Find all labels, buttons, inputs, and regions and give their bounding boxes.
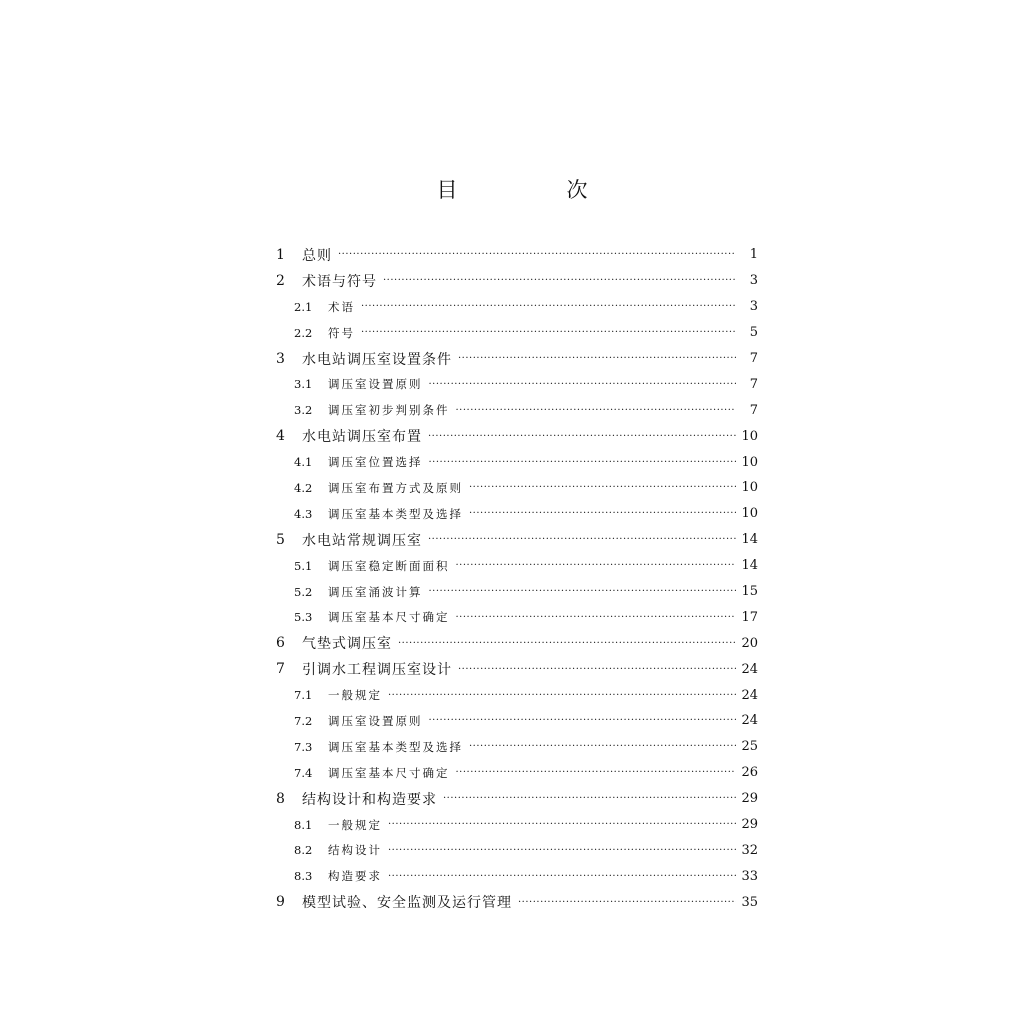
toc-page: 10	[741, 454, 758, 470]
toc-number: 3.1	[294, 377, 313, 392]
toc-page: 32	[741, 842, 758, 858]
toc-entry[interactable]	[276, 397, 758, 423]
toc-label: 一般规定	[328, 817, 382, 832]
toc-label: 调压室设置原则	[328, 713, 423, 728]
toc-number: 8.1	[294, 817, 313, 832]
toc-entry[interactable]	[276, 630, 758, 656]
toc-entry[interactable]	[276, 708, 758, 734]
toc-page: 10	[741, 428, 758, 444]
toc-page: 17	[741, 609, 758, 625]
toc-number: 3	[276, 350, 285, 367]
toc-label: 调压室设置原则	[328, 377, 423, 392]
dot-leader	[429, 379, 737, 390]
page-title: 目 次	[436, 178, 632, 202]
toc-page: 26	[741, 765, 758, 781]
toc-number: 7	[276, 661, 285, 678]
toc-page: 33	[741, 868, 758, 884]
toc-label: 调压室初步判别条件	[328, 403, 450, 418]
toc-label: 调压室涌波计算	[328, 584, 423, 599]
toc-number: 5	[276, 531, 285, 548]
toc-number: 4.1	[294, 455, 313, 470]
dot-leader	[456, 767, 737, 778]
dot-leader	[361, 327, 736, 338]
toc-entry[interactable]	[276, 527, 758, 553]
dot-leader	[429, 457, 737, 468]
dot-leader	[429, 715, 737, 726]
table-of-contents	[276, 242, 758, 915]
dot-leader	[469, 482, 736, 493]
toc-label: 术语与符号	[302, 273, 377, 290]
toc-label: 水电站调压室布置	[302, 429, 422, 446]
toc-number: 7.1	[294, 688, 313, 703]
toc-number: 8	[276, 790, 285, 807]
toc-label: 水电站调压室设置条件	[302, 351, 452, 368]
toc-label: 气垫式调压室	[302, 636, 392, 653]
dot-leader	[383, 275, 736, 286]
dot-leader	[428, 431, 736, 442]
dot-leader	[456, 612, 737, 623]
dot-leader	[469, 508, 736, 519]
toc-label: 结构设计和构造要求	[302, 791, 437, 808]
toc-entry[interactable]	[276, 786, 758, 812]
toc-page: 35	[741, 894, 758, 910]
toc-page: 24	[741, 661, 758, 677]
toc-page: 3	[749, 273, 758, 289]
toc-entry[interactable]	[276, 863, 758, 889]
dot-leader	[361, 301, 736, 312]
toc-number: 9	[276, 894, 285, 911]
toc-number: 7.3	[294, 739, 313, 754]
toc-label: 调压室基本尺寸确定	[328, 765, 450, 780]
toc-number: 6	[276, 635, 285, 652]
toc-number: 2.2	[294, 325, 313, 340]
dot-leader	[458, 353, 736, 364]
toc-label: 引调水工程调压室设计	[302, 662, 452, 679]
toc-number: 8.2	[294, 843, 313, 858]
dot-leader	[388, 819, 736, 830]
toc-page: 29	[741, 791, 758, 807]
toc-entry[interactable]	[276, 604, 758, 630]
toc-entry[interactable]	[276, 371, 758, 397]
toc-label: 一般规定	[328, 688, 382, 703]
toc-number: 2	[276, 272, 285, 289]
toc-page: 24	[741, 687, 758, 703]
dot-leader	[388, 845, 736, 856]
toc-entry[interactable]	[276, 242, 758, 268]
toc-page: 10	[741, 480, 758, 496]
toc-number: 7.2	[294, 713, 313, 728]
dot-leader	[469, 741, 736, 752]
toc-label: 符号	[328, 325, 355, 340]
toc-entry[interactable]	[276, 553, 758, 579]
toc-entry[interactable]	[276, 268, 758, 294]
dot-leader	[388, 871, 736, 882]
toc-entry[interactable]	[276, 760, 758, 786]
toc-number: 5.2	[294, 584, 313, 599]
toc-page: 25	[741, 739, 758, 755]
toc-page: 5	[749, 325, 758, 341]
dot-leader	[456, 560, 737, 571]
toc-label: 模型试验、安全监测及运行管理	[302, 895, 512, 912]
dot-leader	[429, 586, 737, 597]
toc-page: 15	[741, 584, 758, 600]
toc-entry[interactable]	[276, 734, 758, 760]
toc-page: 14	[741, 558, 758, 574]
toc-label: 术语	[328, 299, 355, 314]
dot-leader	[398, 638, 736, 649]
toc-page: 10	[741, 506, 758, 522]
dot-leader	[458, 664, 736, 675]
toc-page: 1	[749, 247, 758, 263]
toc-label: 总则	[302, 247, 332, 264]
toc-number: 4.2	[294, 480, 313, 495]
toc-number: 5.3	[294, 610, 313, 625]
toc-number: 1	[276, 246, 285, 263]
toc-page: 3	[749, 299, 758, 315]
toc-entry[interactable]	[276, 320, 758, 346]
toc-label: 调压室稳定断面面积	[328, 558, 450, 573]
toc-number: 4	[276, 428, 285, 445]
toc-number: 7.4	[294, 765, 313, 780]
toc-page: 24	[741, 713, 758, 729]
toc-number: 4.3	[294, 506, 313, 521]
toc-label: 调压室布置方式及原则	[328, 480, 463, 495]
toc-number: 2.1	[294, 299, 313, 314]
toc-label: 调压室基本类型及选择	[328, 506, 463, 521]
dot-leader	[456, 405, 737, 416]
toc-entry[interactable]	[276, 889, 758, 915]
toc-entry[interactable]	[276, 449, 758, 475]
toc-label: 水电站常规调压室	[302, 532, 422, 549]
toc-entry[interactable]	[276, 501, 758, 527]
toc-page: 20	[741, 635, 758, 651]
toc-entry[interactable]	[276, 423, 758, 449]
toc-label: 构造要求	[328, 869, 382, 884]
toc-entry[interactable]	[276, 682, 758, 708]
toc-label: 调压室基本类型及选择	[328, 739, 463, 754]
toc-number: 5.1	[294, 558, 313, 573]
toc-page: 7	[749, 376, 758, 392]
toc-entry[interactable]	[276, 294, 758, 320]
dot-leader	[388, 690, 736, 701]
dot-leader	[518, 897, 736, 908]
toc-page: 7	[749, 351, 758, 366]
toc-label: 结构设计	[328, 843, 382, 858]
toc-entry[interactable]	[276, 812, 758, 838]
toc-label: 调压室位置选择	[328, 455, 423, 470]
toc-number: 8.3	[294, 869, 313, 884]
toc-entry[interactable]	[276, 346, 758, 372]
toc-entry[interactable]	[276, 656, 758, 682]
dot-leader	[443, 793, 736, 804]
dot-leader	[428, 534, 736, 545]
toc-number: 3.2	[294, 403, 313, 418]
toc-page: 29	[741, 817, 758, 833]
dot-leader	[338, 249, 736, 260]
toc-page: 14	[741, 532, 758, 548]
toc-page: 7	[749, 402, 758, 418]
toc-entry[interactable]	[276, 579, 758, 605]
toc-entry[interactable]	[276, 837, 758, 863]
toc-label: 调压室基本尺寸确定	[328, 610, 450, 625]
toc-entry[interactable]	[276, 475, 758, 501]
